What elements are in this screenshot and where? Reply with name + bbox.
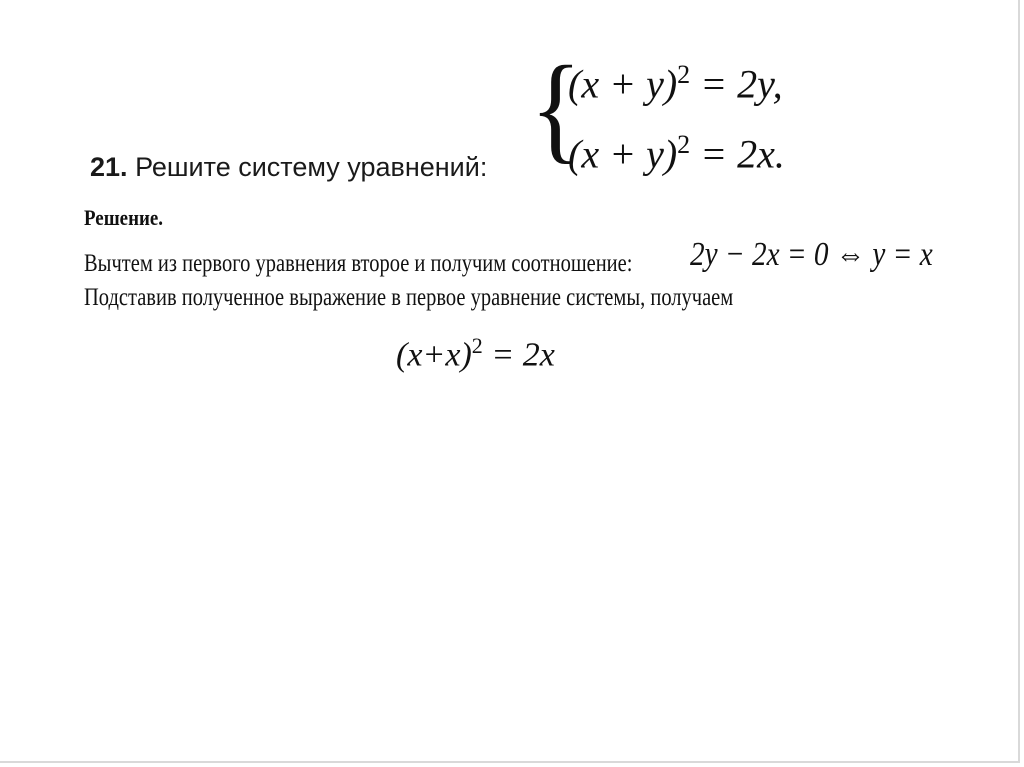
result-rhs: = 2x: [491, 336, 555, 374]
result-lhs: (x+x): [396, 336, 472, 374]
relation-formula: 2y − 2x = 0 ⇔ y = x: [690, 236, 933, 273]
equation-system: [530, 41, 830, 182]
eq1-power: 2: [677, 60, 691, 89]
result-power: 2: [471, 333, 483, 358]
system-equation-1: [568, 60, 783, 107]
solution-line-2: Подставив полученное выражение в первое уравнение системы, получаем: [84, 284, 734, 311]
eq2-rhs: = 2x.: [700, 131, 785, 177]
system-brace: {: [530, 41, 582, 174]
problem-text: Решите систему уравнений:: [135, 152, 488, 182]
eq2-power: 2: [677, 130, 691, 159]
solution-heading: Решение.: [84, 205, 164, 230]
eq1-rhs: = 2y,: [700, 61, 783, 107]
result-equation: [396, 333, 555, 374]
problem-statement: [90, 152, 487, 183]
system-equation-2: [568, 130, 785, 177]
problem-number: 21.: [90, 152, 128, 182]
solution-line-1: Вычтем из первого уравнения второе и получим соотношение:: [84, 250, 633, 277]
eq1-lhs: (x + y): [568, 61, 678, 107]
eq2-lhs: (x + y): [568, 131, 678, 177]
